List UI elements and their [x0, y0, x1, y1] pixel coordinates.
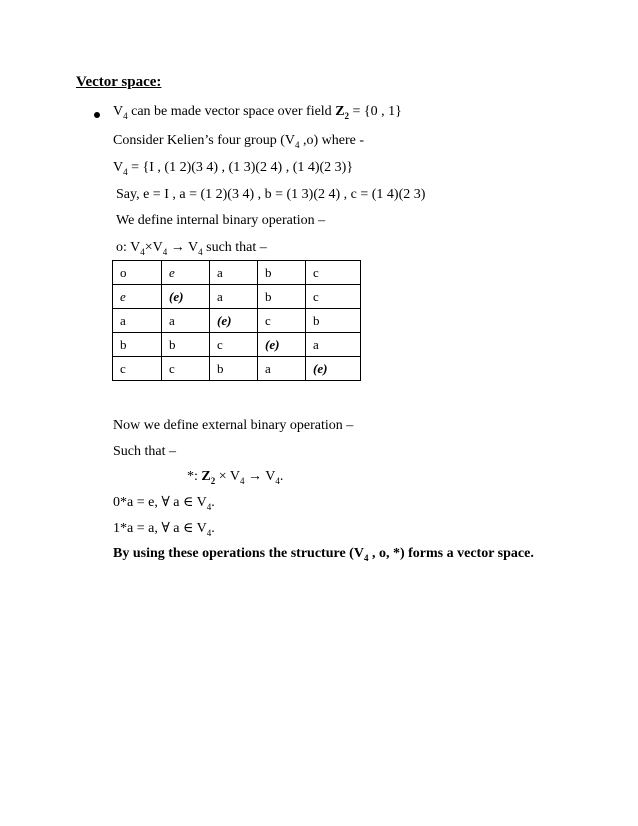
line-zero-star: 0*a = e, ∀ a ∈ $V_4$. [113, 495, 215, 512]
table-cell: c [258, 309, 306, 333]
table-row [113, 357, 361, 381]
table-cell: a [210, 285, 258, 309]
table-cell: c [113, 357, 162, 381]
table-cell: b [258, 285, 306, 309]
table-cell: a [306, 333, 361, 357]
table-cell: (e) [162, 285, 210, 309]
line-conclusion: By using these operations the structure ($V_4$ , o, *) forms a vector space. [113, 546, 534, 563]
line-say: Say, e = I , a = (1 2)(3 4) , b = (1 3)(2 4) , c = (1 4)(2 3) [116, 187, 426, 202]
table-row [113, 309, 361, 333]
line-star-mapping: *: $Z_2 \times V_4 \to V_4$. [187, 469, 284, 486]
table-cell: a [113, 309, 162, 333]
table-row [113, 261, 361, 285]
table-cell: (e) [210, 309, 258, 333]
line-internal-op: We define internal binary operation – [116, 213, 326, 228]
table-cell: e [113, 285, 162, 309]
table-cell: (e) [306, 357, 361, 381]
table-cell: a [210, 261, 258, 285]
line-such-that: Such that – [113, 444, 176, 459]
table-cell: a [162, 309, 210, 333]
table-cell: b [162, 333, 210, 357]
table-cell: e [162, 261, 210, 285]
line-v4-set: $V_4 = \{I$ , (1 2)(3 4) , (1 3)(2 4) , (1 4)(2 3)} [113, 160, 354, 177]
line-external-op: Now we define external binary operation – [113, 418, 354, 433]
line-one-star: 1*a = a, ∀ a ∈ $V_4$. [113, 521, 215, 538]
table-cell: b [306, 309, 361, 333]
line-o-mapping: o: $V_4\times V_4 \to V_4$ such that – [116, 240, 267, 257]
table-cell: c [210, 333, 258, 357]
line-klein-group: Consider Kelien’s four group ($V_4$ ,o) where - [113, 133, 364, 150]
table-cell: b [258, 261, 306, 285]
table-cell: c [306, 285, 361, 309]
table-cell: o [113, 261, 162, 285]
table-row [113, 285, 361, 309]
table-cell: b [210, 357, 258, 381]
table-cell: c [306, 261, 361, 285]
table-cell: (e) [258, 333, 306, 357]
table-row [113, 333, 361, 357]
bullet-dot [94, 112, 100, 118]
table-cell: c [162, 357, 210, 381]
operation-table [112, 260, 361, 381]
table-cell: b [113, 333, 162, 357]
table-cell: a [258, 357, 306, 381]
line-vector-space-field: $V_4$ can be made vector space over field $Z_2 = \{0$ , 1} [113, 104, 402, 121]
section-heading: Vector space: [76, 74, 162, 90]
